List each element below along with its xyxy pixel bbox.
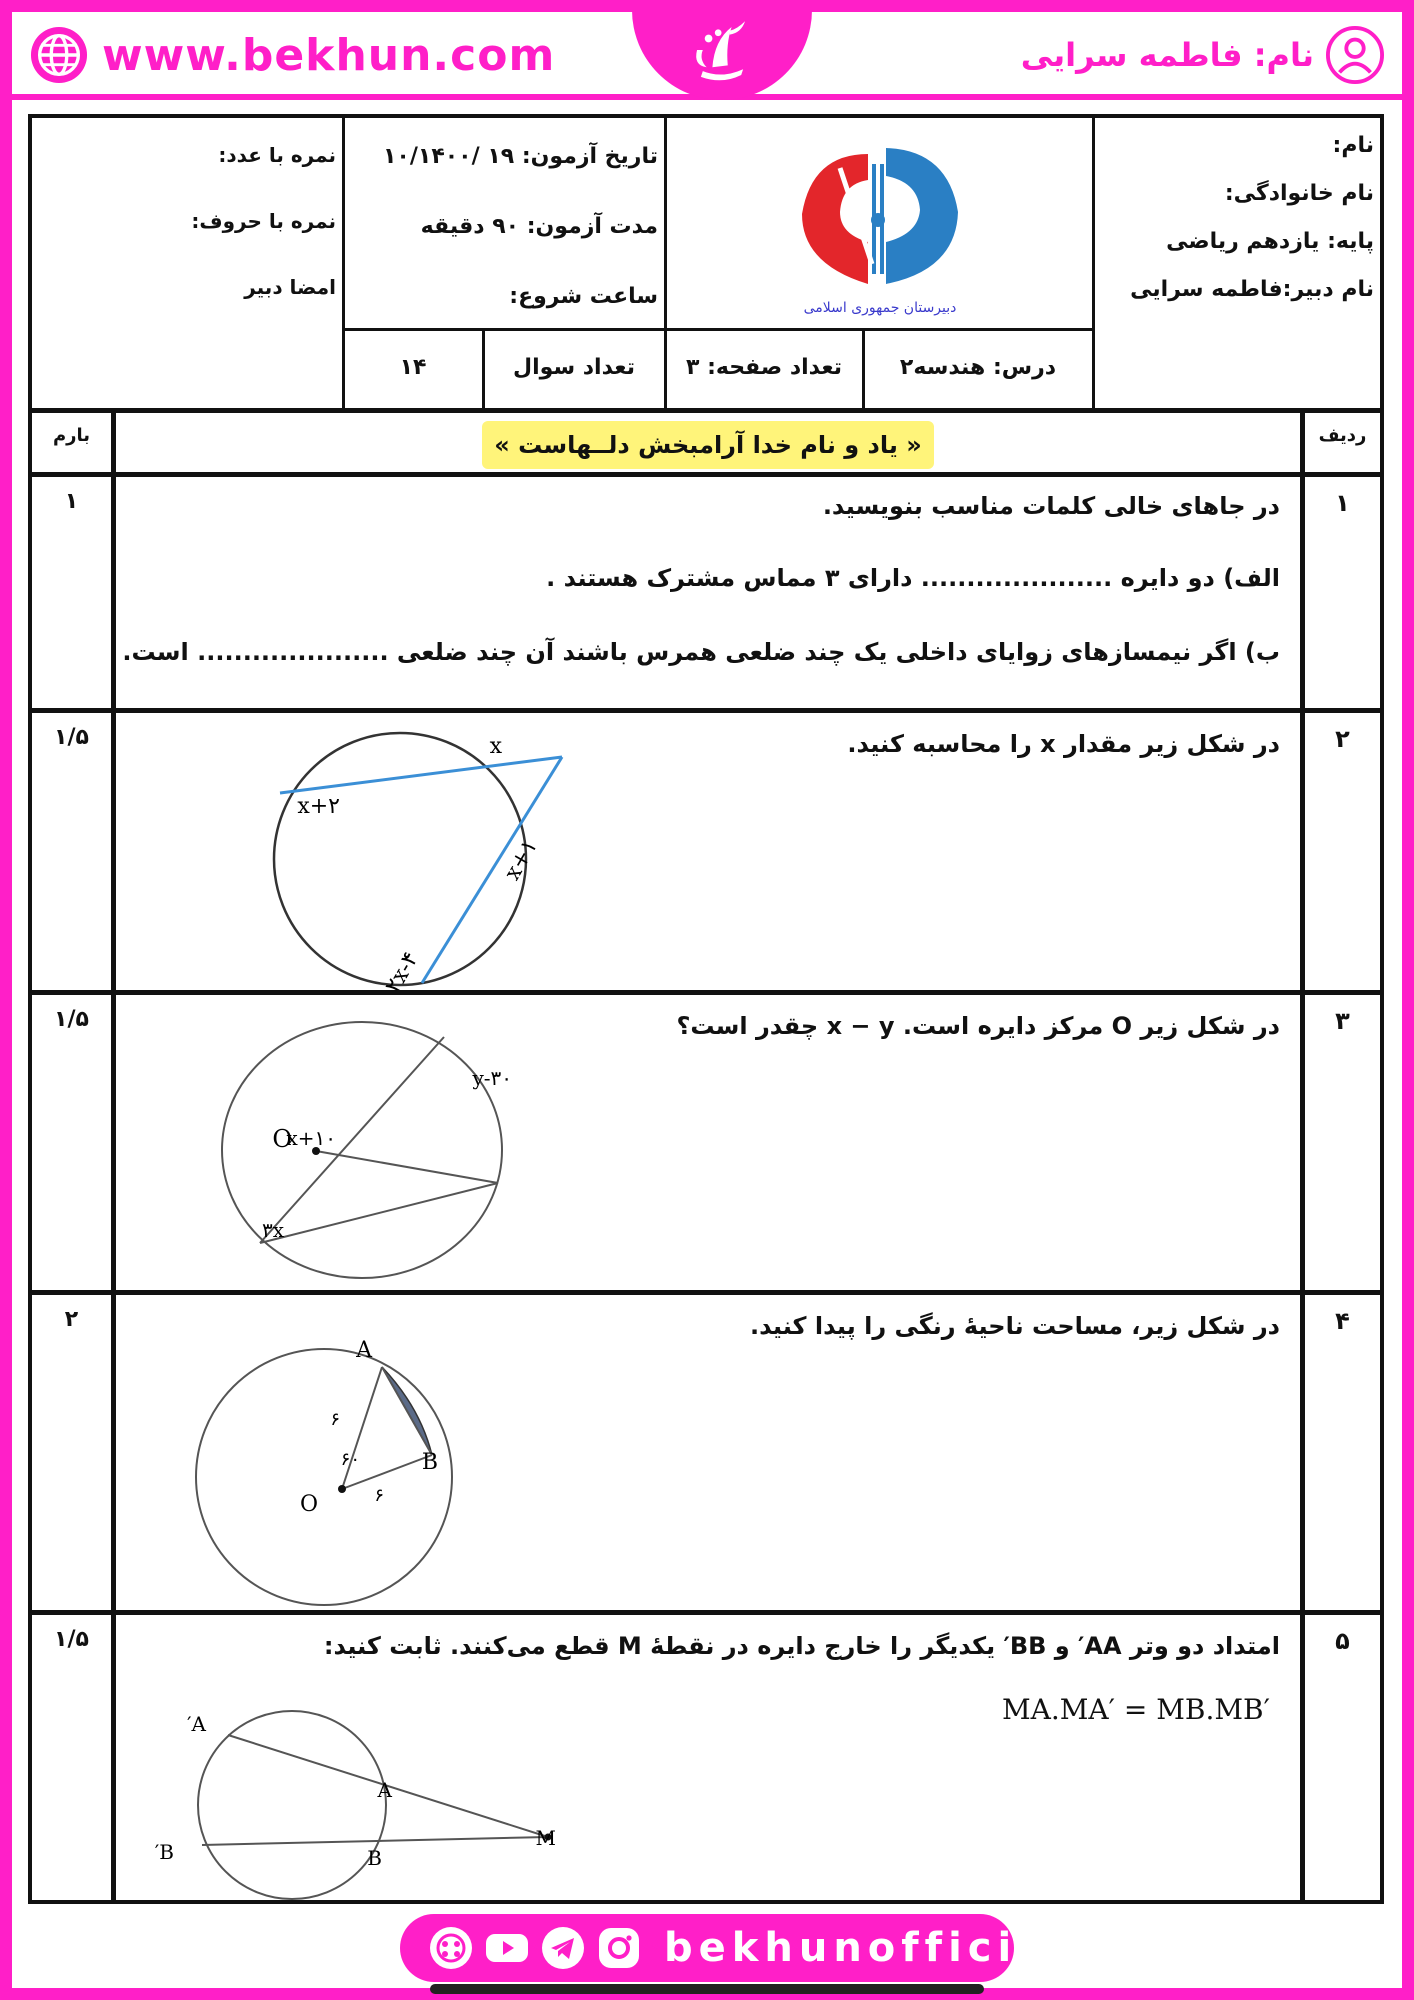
score-letters[interactable]: نمره با حروف:: [191, 209, 336, 233]
question-text: در شکل زیر، مساحت ناحیهٔ رنگی را پیدا کنید.: [749, 1312, 1280, 1340]
bekhun-logo-icon: [674, 10, 770, 90]
family-field[interactable]: نام خانوادگی:: [1224, 181, 1374, 206]
col-score-header: بارم: [32, 413, 116, 472]
label-x-plus-2: x+۲: [297, 794, 340, 819]
label-3x: ۳x: [261, 1218, 284, 1242]
exam-header: [32, 118, 1380, 408]
question-number: ۱: [1300, 477, 1380, 708]
secant-bb: [202, 1837, 548, 1845]
question-row-3: [32, 990, 1380, 1290]
label-b-prime: B′: [154, 1840, 174, 1864]
figure-shaded-segment: [192, 1321, 552, 1611]
teacher-field: نام دبیر:فاطمه سرایی: [1130, 277, 1374, 302]
exam-duration: مدت آزمون: ۹۰ دقیقه: [420, 214, 658, 239]
globe-icon: [30, 26, 88, 84]
question-text: در جاهای خالی کلمات مناسب بنویسید.: [822, 492, 1280, 520]
school-logo: [672, 124, 1088, 324]
secant-line-1: [280, 757, 562, 793]
chord-line-2: [260, 1183, 498, 1243]
circle: [198, 1711, 386, 1899]
teacher-signature[interactable]: امضا دبیر: [244, 275, 336, 299]
question-score: ۱/۵: [32, 1615, 116, 1900]
label-b: B: [421, 1450, 438, 1475]
circle: [274, 733, 526, 985]
author-label: نام: فاطمه سرایی: [1020, 36, 1314, 74]
telegram-icon[interactable]: [540, 1925, 586, 1971]
author-name: [1021, 26, 1384, 84]
circle: [196, 1349, 452, 1605]
label-a-prime: A′: [187, 1712, 206, 1736]
question-row-2: [32, 708, 1380, 998]
table-title-row: [32, 408, 1380, 472]
instagram-icon[interactable]: [596, 1925, 642, 1971]
question-text: امتداد دو وتر AA′ و BB′ یکدیگر را خارج دایره در نقطهٔ M قطع می‌کنند. ثابت کنید:: [323, 1632, 1280, 1660]
opening-banner: « یاد و نام خدا آرامبخش دلــهاست »: [482, 421, 934, 469]
label-2x-minus-4: ۲x-۴: [380, 947, 424, 998]
top-bar: [12, 12, 1402, 100]
question-score: ۱: [32, 477, 116, 708]
website-url[interactable]: www.bekhun.com: [102, 29, 556, 81]
footer-shadow: [430, 1984, 984, 1994]
social-footer: [400, 1914, 1070, 1982]
question-number: ۳: [1300, 995, 1380, 1290]
question-part-b: ب) اگر نیمسازهای زوایای داخلی یک چند ضلعی همرس باشند آن چند ضلعی ..................... است.: [122, 638, 1280, 666]
pen-nib-logo-icon: [672, 124, 1088, 324]
question-number: ۵: [1300, 1615, 1380, 1900]
label-y-minus-30: y-۳۰: [472, 1066, 512, 1090]
question-score: ۱/۵: [32, 713, 116, 990]
label-o: O: [272, 1125, 292, 1153]
question-score: ۱/۵: [32, 995, 116, 1290]
label-m: M: [535, 1826, 556, 1850]
exam-info: [350, 122, 658, 332]
school-caption: دبیرستان جمهوری اسلامی: [803, 300, 957, 316]
question-score: ۲: [32, 1295, 116, 1610]
question-part-a: الف) دو دایره ..................... دارای ۳ مماس مشترک هستند .: [546, 564, 1280, 592]
question-number: ۲: [1300, 713, 1380, 990]
label-x-plus-10: x+۱۰: [286, 1126, 336, 1150]
website-link[interactable]: [30, 26, 555, 84]
question-row-5: [32, 1610, 1380, 1900]
student-info: [1094, 122, 1374, 314]
label-six-ob: ۶: [374, 1485, 384, 1506]
proof-formula: MA.MA′ = MB.MB′: [1001, 1693, 1270, 1726]
label-six-oa: ۶: [330, 1409, 340, 1430]
chord-line-1: [316, 1151, 498, 1183]
grade-field: پایه: یازدهم ریاضی: [1166, 229, 1374, 254]
secant-line-2: [422, 757, 562, 983]
figure-center-angles: [212, 1015, 582, 1285]
question-count-label: تعداد سوال: [513, 355, 635, 380]
col-row-header: ردیف: [1300, 413, 1380, 472]
label-a: A: [377, 1778, 392, 1802]
label-x: x: [489, 734, 502, 759]
pages-label: تعداد صفحه: ۳: [685, 355, 843, 380]
figure-two-secants: [154, 1695, 612, 1895]
name-field[interactable]: نام:: [1332, 133, 1374, 158]
start-time: ساعت شروع:: [509, 284, 658, 309]
label-angle-60: ۶۰: [340, 1449, 360, 1470]
score-info: [40, 122, 336, 320]
question-row-4: [32, 1290, 1380, 1610]
subject-label: درس: هندسه۲: [899, 355, 1057, 380]
label-b: B: [367, 1846, 382, 1870]
exam-date: تاریخ آزمون: ۱۹ /۱۰/۱۴۰۰: [383, 144, 658, 169]
user-icon: [1326, 26, 1384, 84]
question-text: در شکل زیر O مرکز دایره است. x − y چقدر است؟: [676, 1012, 1280, 1040]
question-row-1: [32, 472, 1380, 708]
score-number[interactable]: نمره با عدد:: [218, 143, 336, 167]
question-text: در شکل زیر مقدار x را محاسبه کنید.: [847, 730, 1280, 758]
figure-secant-circle: [262, 721, 582, 998]
youtube-icon[interactable]: [484, 1925, 530, 1971]
question-count-value: ۱۴: [399, 355, 427, 380]
label-o: O: [299, 1492, 318, 1517]
brand-logo: [632, 0, 812, 100]
aparat-icon[interactable]: [428, 1925, 474, 1971]
social-handle[interactable]: bekhunofficial: [664, 1925, 1070, 1971]
radius-oa: [342, 1367, 382, 1489]
center-point: [338, 1485, 346, 1493]
label-a: A: [356, 1338, 372, 1363]
exam-sheet: [28, 114, 1384, 1904]
question-number: ۴: [1300, 1295, 1380, 1610]
label-x-plus-1: x+۱: [499, 835, 543, 885]
